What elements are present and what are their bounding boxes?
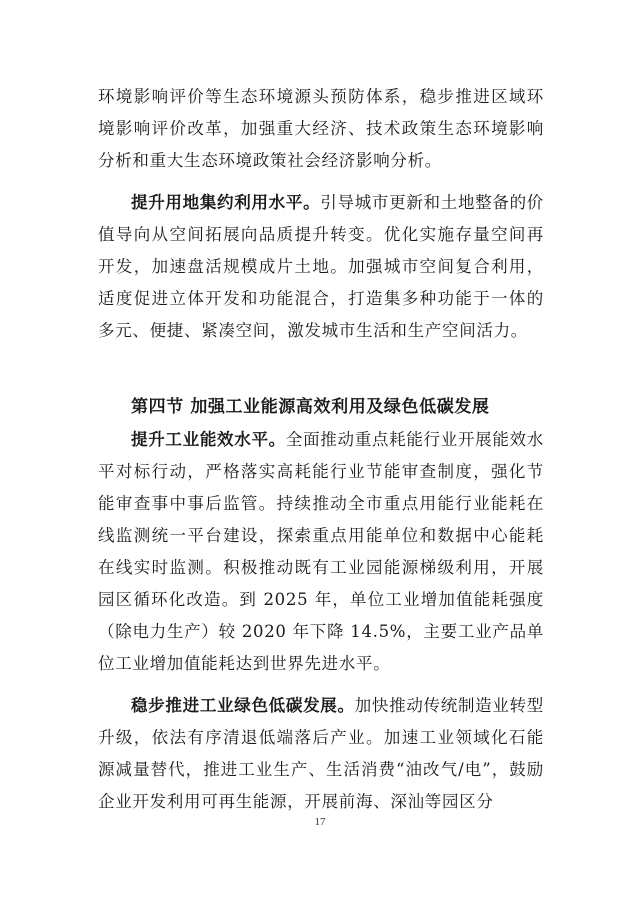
section-heading: 第四节 加强工业能源高效利用及绿色低碳发展	[131, 397, 490, 417]
paragraph-green-development-body: 加快推动传统制造业转型升级，依法有序清退低端落后产业。加速工业领域化石能源减量替代，推进工业生产、生活消费“油改气/电”，鼓励企业开发利用可再生能源，开展前海、深汕等园区分	[98, 696, 545, 811]
paragraph-spacer	[98, 177, 544, 187]
paragraph-spacer	[98, 680, 544, 690]
paragraph-energy-efficiency-body: 全面推动重点耗能行业开展能效水平对标行动，严格落实高耗能行业节能审查制度，强化节能审查事中事后监管。持续推动全市重点用能行业能耗在线监测统一平台建设，探索重点用能单位和数据中心能耗在线实时监测。积极推动既有工业园能源梯级利用，开展园区循环化改造。到 2025 年，单位工业增加值能耗强度（除电力生产）较 2020 年下降 14.5%，主要工业产品单位工业增加值能耗达到世界先进水平。	[98, 430, 544, 673]
page-body	[98, 81, 544, 818]
paragraph-energy-efficiency	[98, 424, 544, 680]
paragraph-energy-efficiency-lead: 提升工业能效水平。	[131, 430, 286, 449]
paragraph-eia-system	[98, 81, 544, 177]
paragraph-green-development	[98, 690, 544, 818]
section-spacer	[98, 347, 544, 369]
paragraph-green-development-lead: 稳步推进工业绿色低碳发展。	[131, 696, 355, 715]
paragraph-eia-system-text: 环境影响评价等生态环境源头预防体系，稳步推进区域环境影响评价改革，加强重大经济、技术政策生态环境影响分析和重大生态环境政策社会经济影响分析。	[98, 87, 544, 170]
paragraph-land-use-lead: 提升用地集约利用水平。	[131, 193, 321, 212]
page-number: 17	[314, 816, 326, 828]
paragraph-land-use	[98, 187, 544, 347]
paragraph-land-use-body: 引导城市更新和土地整备的价值导向从空间拓展向品质提升转变。优化实施存量空间再开发，加速盘活规模成片土地。加强城市空间复合利用，适度促进立体开发和功能混合，打造集多种功能于一体的多元、便捷、紧凑空间，激发城市生活和生产空间活力。	[98, 193, 544, 340]
